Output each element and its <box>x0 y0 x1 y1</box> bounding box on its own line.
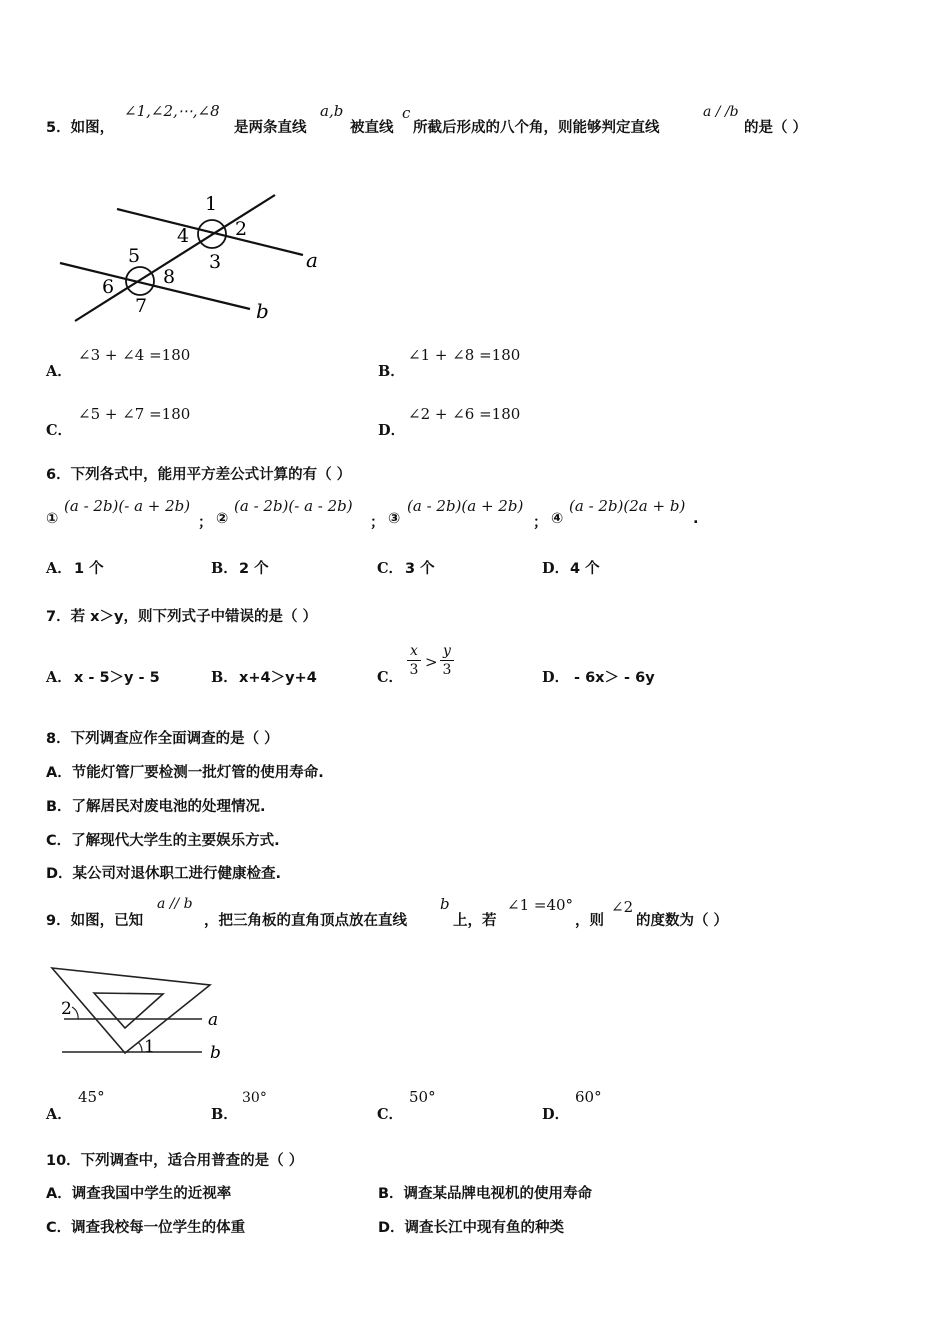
fraction-numerator: x <box>410 643 418 659</box>
q8-option-a: A．节能灯管厂要检测一批灯管的使用寿命. <box>46 765 324 781</box>
q10-option-c: C．调查我校每一位学生的体重 <box>46 1220 246 1236</box>
angle-arc-1 <box>138 1042 142 1052</box>
q6-item-3-sep: ； <box>533 515 548 531</box>
q7-option-c-letter: C． <box>377 669 404 686</box>
q9-option-c-value: 50° <box>409 1088 436 1106</box>
fraction-denominator: 3 <box>409 662 419 678</box>
q5-math-parallel: a / /b <box>703 104 739 120</box>
q6-item-2-mark: ② <box>216 511 229 527</box>
q5-option-c-expr: ∠5 + ∠7 =180 <box>78 405 191 423</box>
line-label-a: a <box>306 248 318 272</box>
q9-text-2: 上，若 <box>453 913 497 929</box>
line-c <box>75 195 275 321</box>
angle-label-1: 1 <box>144 1037 155 1057</box>
q6-item-4-mark: ④ <box>551 511 564 527</box>
q9-option-d-value: 60° <box>575 1088 602 1106</box>
line-label-b: b <box>256 299 269 323</box>
triangle-inner <box>94 993 163 1028</box>
q10-option-a: A．调查我国中学生的近视率 <box>46 1186 232 1202</box>
q6-item-3-expr: (a - 2b)(a + 2b) <box>407 497 524 515</box>
q9-option-c-letter: C． <box>377 1106 404 1123</box>
q5-option-c-letter: C． <box>46 422 73 439</box>
q5-math-angles: ∠1,∠2,⋯,∠8 <box>124 102 220 120</box>
q7-option-c-fraction-right <box>440 643 454 678</box>
q5-number: 5．如图， <box>46 120 115 136</box>
q6-option-b-text: 2 个 <box>239 561 269 577</box>
q6-option-c-text: 3 个 <box>405 561 435 577</box>
q5-text-2: 被直线 <box>350 120 394 136</box>
q9-option-d-letter: D． <box>542 1106 570 1123</box>
q9-math-b: b <box>440 895 450 913</box>
q6-item-4-sep: . <box>693 511 699 527</box>
fraction-bar <box>407 660 421 661</box>
q5-text-4: 的是（ ） <box>744 120 808 136</box>
q5-option-d-expr: ∠2 + ∠6 =180 <box>408 405 521 423</box>
q7-option-d-text: - 6x＞ - 6y <box>574 670 655 686</box>
q7-option-b-text: x+4＞y+4 <box>239 670 317 686</box>
angle-label-4: 4 <box>177 225 190 247</box>
q7-option-c-fraction-left <box>407 643 421 678</box>
q7-option-a-text: x - 5＞y - 5 <box>74 670 160 686</box>
q5-option-d-letter: D． <box>378 422 406 439</box>
q9-math-parallel: a // b <box>157 896 193 912</box>
q5-figure <box>55 185 335 330</box>
q6-item-1-mark: ① <box>46 511 59 527</box>
fraction-denominator: 3 <box>442 662 452 678</box>
q5-math-c: c <box>402 104 411 122</box>
q5-text-1: 是两条直线 <box>234 120 307 136</box>
angle-label-8: 8 <box>163 266 176 288</box>
angle-label-7: 7 <box>135 295 148 317</box>
q9-option-b-letter: B． <box>211 1106 238 1123</box>
angle-label-1: 1 <box>205 193 218 215</box>
q6-item-2-expr: (a - 2b)(- a - 2b) <box>234 497 353 515</box>
q9-text-1: ，把三角板的直角顶点放在直线 <box>204 913 407 929</box>
fraction-numerator: y <box>443 643 451 659</box>
angle-label-2: 2 <box>235 218 248 240</box>
angle-label-3: 3 <box>209 251 222 273</box>
angle-label-6: 6 <box>102 276 115 298</box>
q7-option-c-operator: > <box>425 653 438 671</box>
q9-math-angle2: ∠2 <box>611 898 634 916</box>
q5-math-ab: a,b <box>320 102 344 120</box>
q8-option-d: D．某公司对退休职工进行健康检查. <box>46 866 282 882</box>
q6-item-2-sep: ； <box>370 515 385 531</box>
q8-option-c: C．了解现代大学生的主要娱乐方式. <box>46 833 280 849</box>
q7-option-d-letter: D． <box>542 669 570 686</box>
q7-option-a-letter: A． <box>46 669 72 686</box>
q10-stem: 10．下列调查中，适合用普查的是（ ） <box>46 1153 304 1169</box>
q10-option-b: B．调查某品牌电视机的使用寿命 <box>378 1186 593 1202</box>
angle-label-5: 5 <box>128 245 141 267</box>
q7-option-b-letter: B． <box>211 669 238 686</box>
q9-text-3: ，则 <box>575 913 604 929</box>
q9-number: 9．如图，已知 <box>46 913 144 929</box>
q6-stem: 6．下列各式中，能用平方差公式计算的有（ ） <box>46 467 352 483</box>
q5-option-b-expr: ∠1 + ∠8 =180 <box>408 346 521 364</box>
angle-arc-2 <box>72 1007 78 1019</box>
q7-stem: 7．若 x＞y，则下列式子中错误的是（ ） <box>46 609 317 625</box>
q8-option-b: B．了解居民对废电池的处理情况. <box>46 799 266 815</box>
q6-option-a-letter: A． <box>46 560 72 577</box>
q6-item-4-expr: (a - 2b)(2a + b) <box>569 497 686 515</box>
q6-option-c-letter: C． <box>377 560 404 577</box>
q5-option-a-expr: ∠3 + ∠4 =180 <box>78 346 191 364</box>
q6-option-d-letter: D． <box>542 560 570 577</box>
q9-option-a-letter: A． <box>46 1106 72 1123</box>
angle-label-2: 2 <box>61 999 72 1019</box>
q9-option-a-value: 45° <box>78 1088 105 1106</box>
q8-stem: 8．下列调查应作全面调查的是（ ） <box>46 731 279 747</box>
q6-item-1-sep: ； <box>198 515 213 531</box>
q5-option-a-letter: A． <box>46 363 72 380</box>
q5-text-3: 所截后形成的八个角，则能够判定直线 <box>413 120 660 136</box>
q9-option-b-value: 30° <box>242 1090 267 1106</box>
q6-option-d-text: 4 个 <box>570 561 600 577</box>
line-label-b: b <box>210 1043 221 1063</box>
q5-option-b-letter: B． <box>378 363 405 380</box>
q9-math-angle1: ∠1 =40° <box>507 896 574 914</box>
q6-item-3-mark: ③ <box>388 511 401 527</box>
line-label-a: a <box>208 1010 219 1030</box>
q6-option-a-text: 1 个 <box>74 561 104 577</box>
fraction-bar <box>440 660 454 661</box>
q10-option-d: D．调查长江中现有鱼的种类 <box>378 1220 565 1236</box>
q6-option-b-letter: B． <box>211 560 238 577</box>
q9-figure <box>50 960 240 1065</box>
q9-text-4: 的度数为（ ） <box>636 913 729 929</box>
q6-item-1-expr: (a - 2b)(- a + 2b) <box>64 497 191 515</box>
